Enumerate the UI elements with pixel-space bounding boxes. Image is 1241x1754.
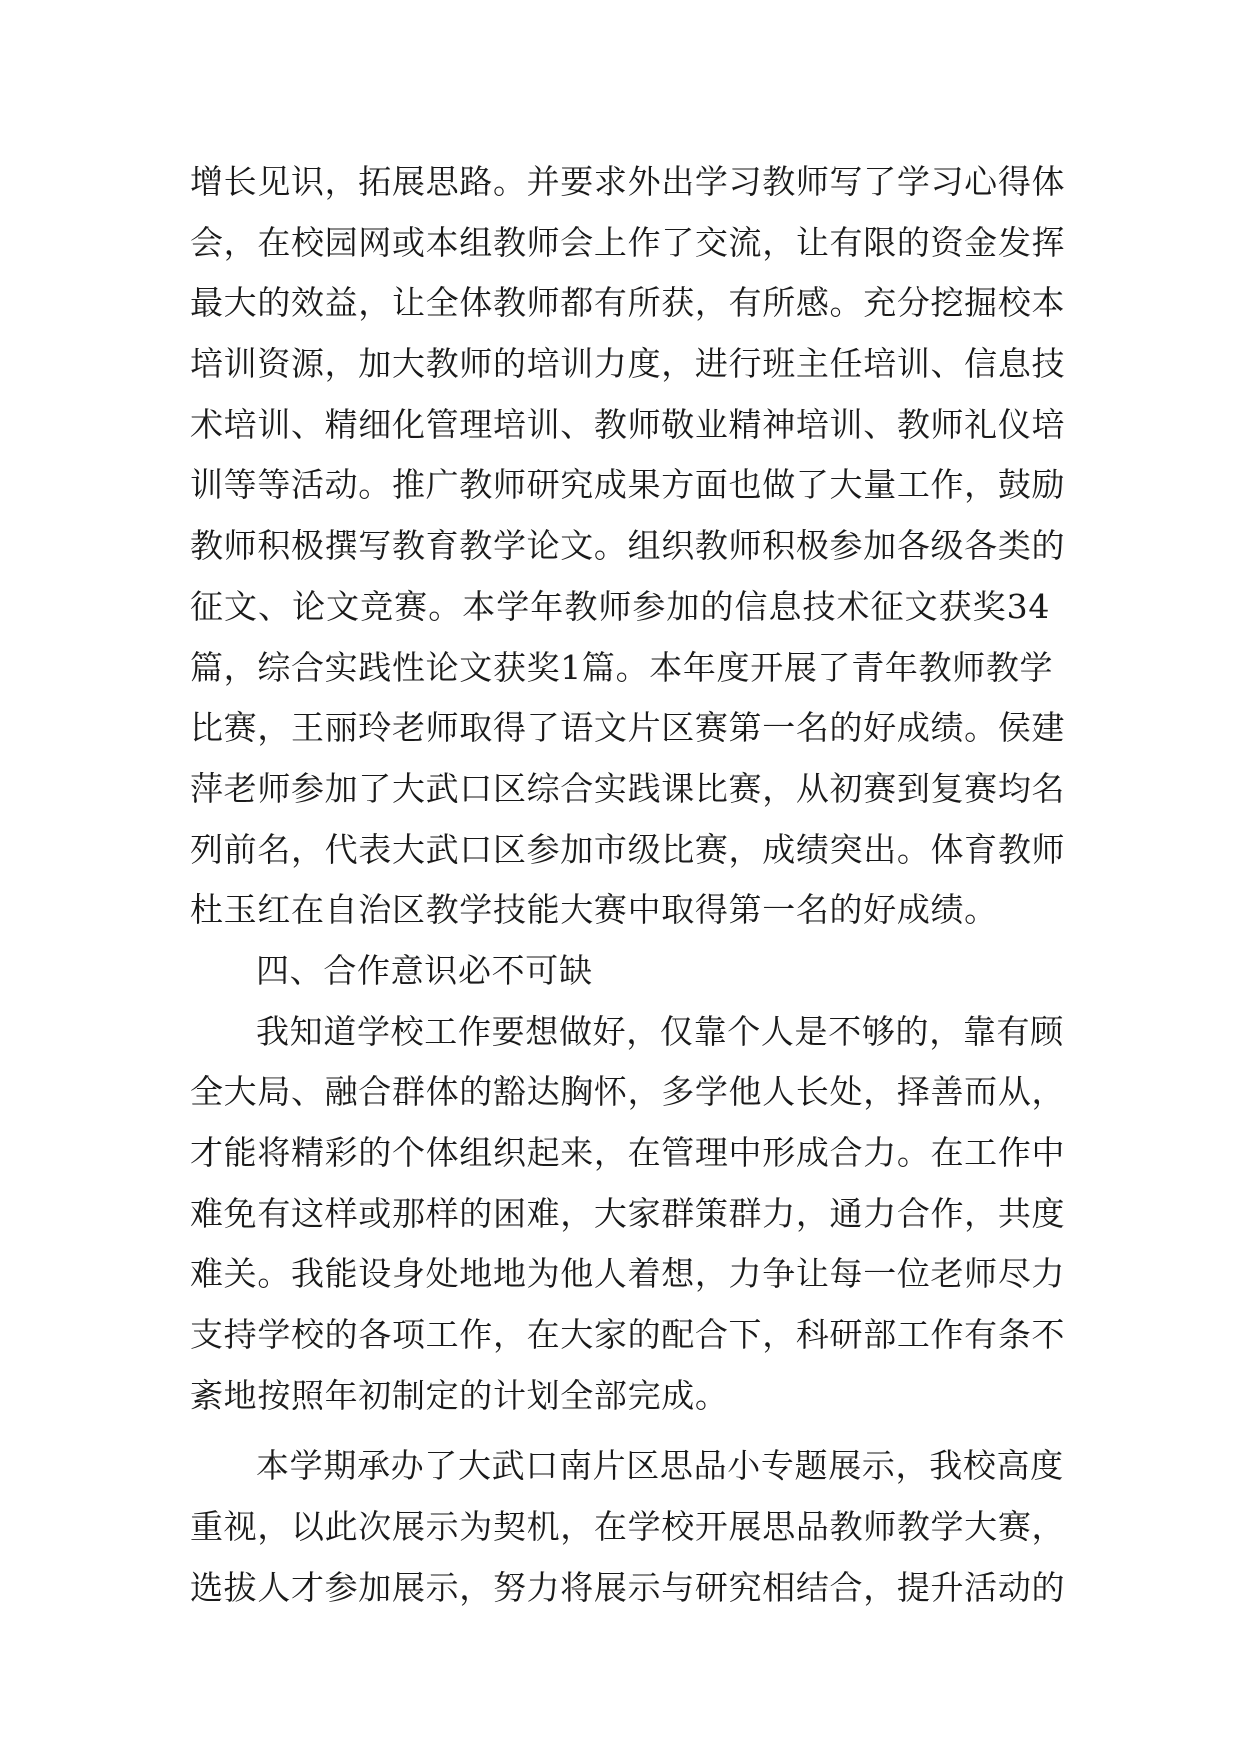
text-line: 全大局、融合群体的豁达胸怀，多学他人长处，择善而从，: [190, 1072, 1066, 1112]
paragraph-training: [190, 152, 1066, 941]
paragraph-cooperation: [190, 1002, 1066, 1427]
text-line: 本学期承办了大武口南片区思品小专题展示，我校高度: [256, 1446, 1064, 1486]
text-line: 杜玉红在自治区教学技能大赛中取得第一名的好成绩。: [190, 890, 998, 930]
heading-text: 四、合作意识必不可缺: [256, 950, 593, 990]
text-line: 列前名，代表大武口区参加市级比赛，成绩突出。体育教师: [190, 829, 1066, 869]
text-line: 会，在校园网或本组教师会上作了交流，让有限的资金发挥: [190, 222, 1066, 262]
text-line: 征文、论文竞赛。本学年教师参加的信息技术征文获奖34: [190, 586, 1050, 626]
paragraph-gap: [190, 1426, 1050, 1436]
text-line: 难免有这样或那样的困难，大家群策群力，通力合作，共度: [190, 1193, 1066, 1233]
paragraph-exhibition: [190, 1436, 1066, 1618]
text-line: 我知道学校工作要想做好，仅靠个人是不够的，靠有顾: [256, 1011, 1064, 1051]
text-line: 支持学校的各项工作，在大家的配合下，科研部工作有条不: [190, 1315, 1066, 1355]
document-body: [190, 152, 1066, 1619]
text-line: 篇，综合实践性论文获奖1篇。本年度开展了青年教师教学: [190, 647, 1054, 687]
text-line: 比赛，王丽玲老师取得了语文片区赛第一名的好成绩。侯建: [190, 708, 1066, 748]
text-line: 增长见识，拓展思路。并要求外出学习教师写了学习心得体: [190, 162, 1066, 201]
text-line: 训等等活动。推广教师研究成果方面也做了大量工作，鼓励: [190, 465, 1066, 505]
text-line: 术培训、精细化管理培训、教师敬业精神培训、教师礼仪培: [190, 404, 1066, 444]
section-heading: [190, 941, 1050, 1002]
text-line: 重视，以此次展示为契机，在学校开展思品教师教学大赛，: [190, 1507, 1066, 1547]
text-line: 难关。我能设身处地地为他人着想，力争让每一位老师尽力: [190, 1254, 1066, 1294]
text-line: 最大的效益，让全体教师都有所获，有所感。充分挖掘校本: [190, 283, 1066, 323]
text-line: 才能将精彩的个体组织起来，在管理中形成合力。在工作中: [190, 1133, 1066, 1172]
text-line: 选拔人才参加展示，努力将展示与研究相结合，提升活动的: [190, 1567, 1066, 1607]
text-line: 教师积极撰写教育教学论文。组织教师积极参加各级各类的: [190, 526, 1066, 566]
text-line: 培训资源，加大教师的培训力度，进行班主任培训、信息技: [190, 344, 1066, 384]
text-line: 萍老师参加了大武口区综合实践课比赛，从初赛到复赛均名: [190, 768, 1066, 808]
text-line: 紊地按照年初制定的计划全部完成。: [190, 1375, 729, 1415]
